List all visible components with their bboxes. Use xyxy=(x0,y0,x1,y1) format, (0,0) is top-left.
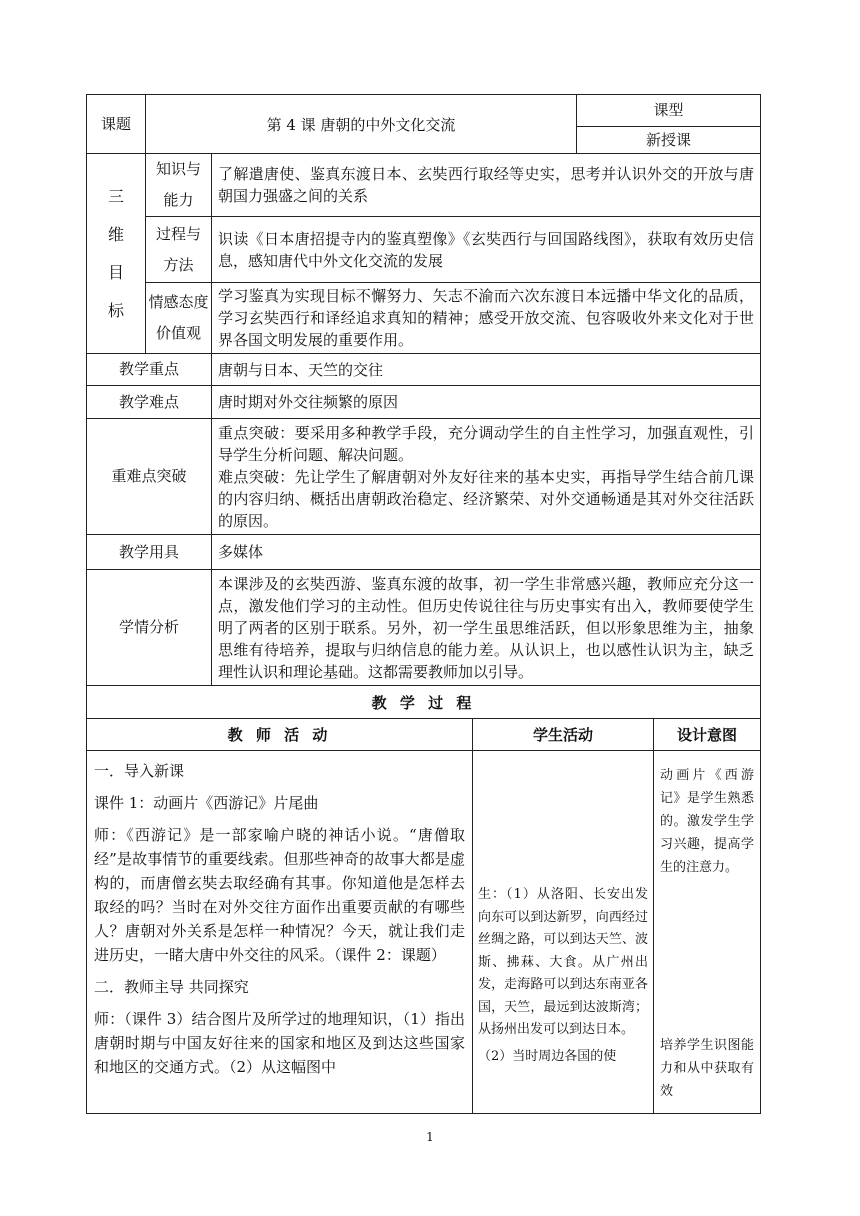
lesson-title: 第 4 课 唐朝的中外文化交流 xyxy=(146,95,577,154)
type-value: 新授课 xyxy=(577,127,761,154)
difficulty-text: 唐时期对外交往频繁的原因 xyxy=(212,386,761,419)
focus-text: 唐朝与日本、天竺的交往 xyxy=(212,354,761,386)
process-title: 教 学 过 程 xyxy=(87,686,761,719)
analysis-label: 学情分析 xyxy=(87,570,212,686)
objective-text-process: 识读《日本唐招提寺内的鉴真塑像》《玄奘西行与回国路线图》，获取有效历史信息，感知唐代中外文化交流的发展 xyxy=(212,217,761,283)
teacher-paragraph: 师：（课件 3）结合图片及所学过的地理知识，（1）指出唐朝时期与中国友好往来的国家和地区及到达这些国家和地区的交通方式。（2）从这幅图中 xyxy=(94,1010,465,1076)
teaching-process-table xyxy=(86,685,761,1114)
teacher-paragraph: 师：《西游记》是一部家喻户晓的神话小说。“唐僧取经”是故事情节的重要线索。但那些神奇的故事大都是虚构的，而唐僧玄奘去取经确有其事。你知道他是怎样去取经的吗？当时在对外交往方面作出重要贡献的有哪些人？唐朝对外关系是怎样一种情况？今天，就让我们走进历史，一睹大唐中外交往的风采。（课件 2：课题） xyxy=(94,826,465,964)
lesson-plan-table xyxy=(86,94,761,686)
breakthrough-text: 重点突破：要采用多种教学手段，充分调动学生的自主性学习，加强直观性，引导学生分析问题、解决问题。 难点突破：先让学生了解唐朝对外友好往来的基本史实，再指导学生结合前几课的内容归纳、概括出唐朝政治稳定、经济繁荣、对外交通畅通是其对外交往活跃的原因。 xyxy=(212,419,761,535)
teacher-paragraph: 二．教师主导 共同探究 xyxy=(94,978,249,996)
breakthrough-label: 重难点突破 xyxy=(87,419,212,535)
objective-label-process: 过程与 方法 xyxy=(146,217,212,283)
teacher-paragraph: 课件 1：动画片《西游记》片尾曲 xyxy=(94,794,319,812)
objective-label-emotion: 情感态度 价值观 xyxy=(146,283,212,354)
page-number: 1 xyxy=(426,1130,434,1144)
analysis-text: 本课涉及的玄奘西游、鉴真东渡的故事，初一学生非常感兴趣，教师应充分这一点，激发他们学习的主动性。但历史传说往往与历史事实有出入，教师要使学生明了两者的区别于联系。另外，初一学生虽思维活跃，但以形象思维为主，抽象思维有待培养，提取与归纳信息的能力差。从认识上，也以感性认识为主，缺乏理性认识和理论基础。这都需要教师加以引导。 xyxy=(212,570,761,686)
tools-label: 教学用具 xyxy=(87,535,212,570)
objective-label-knowledge: 知识与 能力 xyxy=(146,154,212,217)
tools-text: 多媒体 xyxy=(212,535,761,570)
focus-label: 教学重点 xyxy=(87,354,212,386)
objectives-group-label: 三 维 目 标 xyxy=(87,154,146,354)
teacher-activity-header: 教 师 活 动 xyxy=(87,719,473,751)
type-label: 课型 xyxy=(577,95,761,127)
student-paragraph: （2）当时周边各国的使 xyxy=(478,1048,617,1064)
design-paragraph: 培养学生识图能力和从中获取有效 xyxy=(660,1038,754,1099)
design-intent-cell xyxy=(654,751,761,1114)
objective-text-emotion: 学习鉴真为实现目标不懈努力、矢志不渝而六次东渡日本远播中华文化的品质，学习玄奘西行和译经追求真知的精神；感受开放交流、包容吸收外来文化对于世界各国文明发展的重要作用。 xyxy=(212,283,761,354)
teacher-activity-cell xyxy=(87,751,473,1114)
difficulty-label: 教学难点 xyxy=(87,386,212,419)
student-activity-cell xyxy=(473,751,654,1114)
design-paragraph: 动画片《西游记》是学生熟悉的。激发学生学习兴趣，提高学生的注意力。 xyxy=(660,768,754,875)
design-intent-header: 设计意图 xyxy=(654,719,761,751)
teacher-paragraph: 一．导入新课 xyxy=(94,762,185,780)
lesson-label: 课题 xyxy=(87,95,146,154)
student-paragraph: 生：（1）从洛阳、长安出发向东可以到达新罗，向西经过丝绸之路，可以到达天竺、波斯、拂菻、大食。从广州出发，走海路可以到达东南亚各国，天竺，最远到达波斯湾；从扬州出发可以到达日本。 xyxy=(478,887,648,1037)
student-activity-header: 学生活动 xyxy=(473,719,654,751)
objective-text-knowledge: 了解遣唐使、鉴真东渡日本、玄奘西行取经等史实，思考并认识外交的开放与唐朝国力强盛之间的关系 xyxy=(212,154,761,217)
